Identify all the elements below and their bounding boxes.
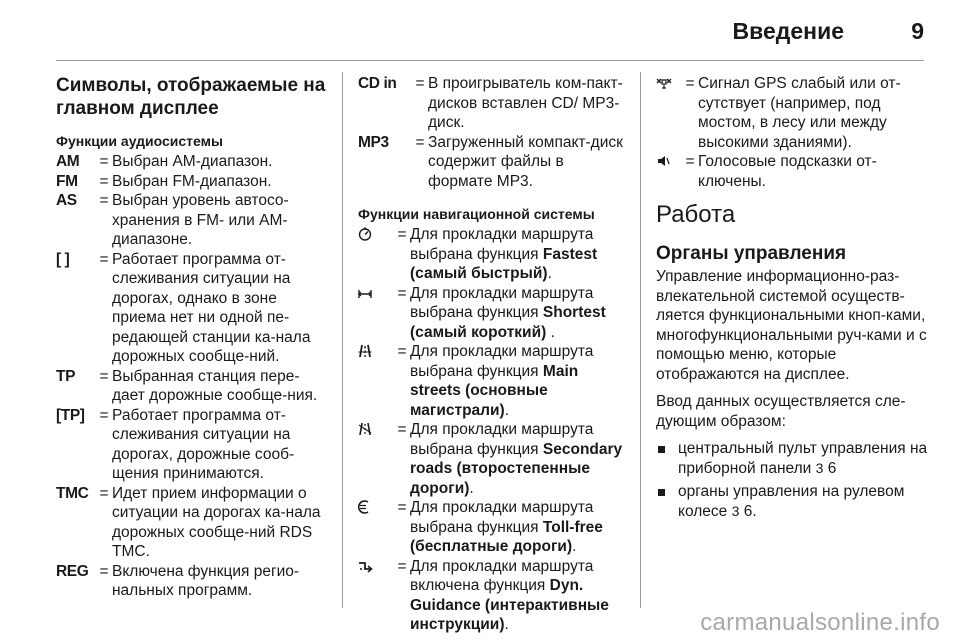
- column-left: [56, 74, 330, 601]
- bullet-item: [656, 439, 928, 478]
- symbol-row: [358, 74, 628, 133]
- symbol-description: Загруженный компакт-диск содержит файлы в формате MP3.: [428, 133, 623, 190]
- nav-description-text: Для прокладки маршрута включена функция: [410, 557, 594, 594]
- equals-sign: =: [685, 153, 695, 170]
- nav-symbol-description: [410, 342, 628, 420]
- symbol-description: Включена функция регио-нальных программ.: [112, 562, 300, 599]
- symbol-description: Работает программа от-слеживания ситуации на дорогах, дорожные сооб-щения принимаются.: [112, 406, 295, 482]
- nav-description-text: Для прокладки маршрута выбрана функция: [410, 421, 594, 458]
- equals-sign: =: [99, 172, 109, 190]
- equals-sign: =: [397, 343, 407, 360]
- nav-description-text: Для прокладки маршрута выбрана функция: [410, 226, 594, 263]
- equals-sign: =: [397, 499, 407, 516]
- bullet-text: [678, 439, 928, 478]
- controls-bullet-list: [656, 439, 928, 521]
- symbol-row: [56, 191, 330, 250]
- dynamic-guidance-icon: [358, 557, 394, 635]
- symbol-description: Идет прием информации о ситуации на дорогах ка-нала дорожных сообще-ний RDS TMC.: [112, 484, 321, 560]
- page-ref-arrow-icon: 3: [731, 502, 740, 519]
- symbol-row: [56, 367, 330, 406]
- status-symbol-row: [656, 74, 928, 152]
- controls-paragraph: Управление информационно-раз-влекательной системой осуществ-ляется функциональными кноп-ками, многофункциональными руч-ками и с помощью меню, которые отображаются на дисплее.: [656, 268, 927, 383]
- nav-symbol-row: [358, 225, 628, 284]
- fastest-route-icon: [358, 225, 394, 284]
- nav-function-name: Toll-free (бесплатные дороги): [410, 518, 603, 555]
- media-symbol-list: [358, 74, 628, 191]
- bullet-label: органы управления на рулевом колесе: [678, 483, 905, 520]
- nav-symbol-row: [358, 342, 628, 420]
- nav-punctuation: .: [469, 479, 474, 497]
- status-symbol-row: [656, 152, 928, 191]
- symbol-term: TMC: [56, 484, 89, 502]
- symbol-term: TP: [56, 367, 76, 385]
- bullet-text: [678, 482, 928, 521]
- symbol-description: В проигрыватель ком-пакт-дисков вставлен CD/ MP3-диск.: [428, 75, 623, 131]
- nav-function-name: Dyn. Guidance (интерактивные инструкции): [410, 577, 609, 633]
- bullet-label: центральный пульт управления на приборной панели: [678, 440, 928, 477]
- nav-function-name: Fastest (самый быстрый): [410, 245, 598, 282]
- symbol-description: Выбран AM-диапазон.: [112, 153, 273, 170]
- bullet-item: [656, 482, 928, 521]
- nav-symbol-row: [358, 557, 628, 635]
- nav-function-name: Shortest (самый короткий): [410, 304, 606, 341]
- bullet-marker: [656, 482, 678, 521]
- symbol-row: [56, 406, 330, 484]
- symbol-row: [56, 562, 330, 601]
- equals-sign: =: [99, 406, 109, 424]
- toll-free-icon: [358, 498, 394, 557]
- nav-symbol-description: [410, 420, 628, 498]
- audio-symbol-list: [56, 152, 330, 601]
- gps-weak-icon: [656, 74, 682, 152]
- symbol-description: Голосовые подсказки от-ключены.: [698, 153, 877, 190]
- column-divider: [640, 72, 641, 608]
- bullet-square-icon: [658, 489, 665, 496]
- symbol-term: [TP]: [56, 406, 85, 424]
- status-symbol-list: [656, 74, 928, 191]
- nav-symbol-row: [358, 420, 628, 498]
- symbol-description: Работает программа от-слеживания ситуации на дорогах, однако в зоне приема нет ни одной пе-редающей станции ка-нала дорожных сообще-ний.: [112, 250, 311, 365]
- nav-symbol-description: [410, 498, 628, 557]
- equals-sign: =: [415, 133, 425, 151]
- nav-symbol-row: [358, 498, 628, 557]
- page-title: Введение: [732, 18, 844, 44]
- nav-punctuation: .: [546, 323, 555, 341]
- equals-sign: =: [397, 226, 407, 243]
- equals-sign: =: [99, 192, 109, 209]
- equals-sign: =: [99, 562, 109, 580]
- page-ref-number[interactable]: 6: [827, 459, 837, 477]
- nav-function-name: Main streets (основные магистрали): [410, 362, 579, 419]
- symbol-row: [56, 484, 330, 562]
- equals-sign: =: [685, 75, 695, 92]
- watermark: carmanualsonline.info: [700, 609, 940, 636]
- symbol-row: [358, 133, 628, 192]
- nav-description-text: Для прокладки маршрута выбрана функция: [410, 284, 594, 321]
- symbol-row: [56, 152, 330, 172]
- page-ref-arrow-icon: 3: [815, 459, 824, 476]
- nav-function-name: Secondary roads (второстепенные дороги): [410, 440, 623, 497]
- nav-description-text: Для прокладки маршрута выбрана функция: [410, 499, 594, 536]
- nav-functions-heading: Функции навигационной системы: [358, 206, 595, 222]
- page-number: 9: [911, 18, 924, 44]
- equals-sign: =: [397, 284, 407, 302]
- page-header: [0, 0, 960, 62]
- equals-sign: =: [99, 153, 109, 170]
- symbol-term: [ ]: [56, 250, 70, 268]
- symbol-description: Выбранная станция пере-дает дорожные сообще-ния.: [112, 367, 318, 404]
- nav-description-text: Для прокладки маршрута выбрана функция: [410, 343, 594, 380]
- input-paragraph: Ввод данных осуществляется сле-дующим образом:: [656, 393, 906, 430]
- column-right: [656, 74, 928, 525]
- equals-sign: =: [397, 557, 407, 575]
- main-streets-icon: [358, 342, 394, 420]
- equals-sign: =: [99, 367, 109, 385]
- section-heading: Символы, отображаемые на главном дисплее: [56, 75, 326, 119]
- symbol-term: AM: [56, 153, 80, 170]
- equals-sign: =: [99, 250, 109, 268]
- shortest-route-icon: [358, 284, 394, 343]
- symbol-term: CD in: [358, 75, 397, 92]
- nav-punctuation: .: [504, 616, 509, 633]
- nav-symbol-description: [410, 225, 628, 284]
- audio-functions-heading: Функции аудиосистемы: [56, 133, 223, 149]
- secondary-roads-icon: [358, 420, 394, 498]
- nav-symbol-description: [410, 557, 628, 635]
- equals-sign: =: [415, 75, 425, 92]
- voice-muted-icon: [656, 152, 682, 191]
- nav-symbol-description: [410, 284, 628, 343]
- operation-title: Работа: [656, 201, 736, 228]
- page-ref-number[interactable]: 6.: [743, 502, 757, 520]
- symbol-description: Выбран FM-диапазон.: [112, 172, 272, 190]
- symbol-row: [56, 172, 330, 192]
- equals-sign: =: [397, 421, 407, 438]
- symbol-term: MP3: [358, 133, 389, 151]
- nav-punctuation: .: [504, 401, 510, 419]
- header-rule: [56, 60, 924, 61]
- nav-symbol-list: [358, 225, 628, 635]
- bullet-square-icon: [658, 446, 665, 453]
- bullet-marker: [656, 439, 678, 478]
- nav-punctuation: .: [547, 265, 552, 282]
- symbol-term: AS: [56, 192, 77, 209]
- symbol-description: Сигнал GPS слабый или от-сутствует (например, под мостом, в лесу или между высокими зданиями).: [698, 75, 901, 151]
- symbol-description: Выбран уровень автосо-хранения в FM- или AM-диапазоне.: [112, 192, 289, 248]
- equals-sign: =: [99, 484, 109, 502]
- symbol-term: REG: [56, 562, 89, 580]
- column-middle: [358, 74, 628, 635]
- nav-symbol-row: [358, 284, 628, 343]
- nav-punctuation: .: [572, 538, 577, 555]
- controls-heading: Органы управления: [656, 243, 847, 264]
- column-divider: [342, 72, 343, 608]
- symbol-row: [56, 250, 330, 367]
- symbol-term: FM: [56, 172, 78, 190]
